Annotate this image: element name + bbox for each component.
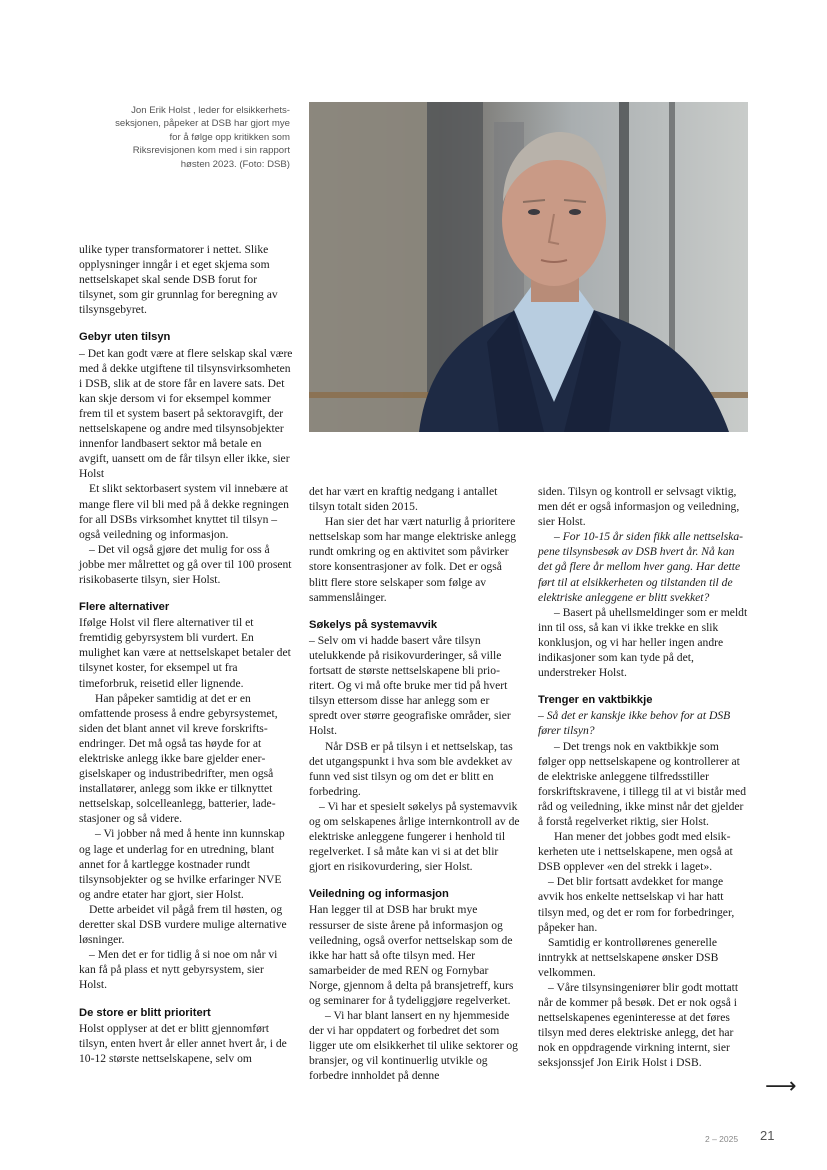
portrait-photo [309,102,748,432]
paragraph-question: – For 10-15 år siden fikk alle nettselskapene tilsynsbesøk av DSB hvert år. Nå kan det gå flere år mellom hver gang. Har dette ført til at elsikkerheten og tilstanden til de elektriske anleggene er blitt svekket? [538,530,744,604]
subheading-systemavvik: Søkelys på systemavvik [309,618,438,631]
paragraph: Han påpeker samtidig at det er en omfattende prosess å endre gebyrsystemet, siden det blant annet vil kreve forskriftsendringer. Det må også tas høyde for at elektriske anlegg ikke bare gjelder energiselskaper og industribedrifter, men også installatører, anlegg som ikke er tilknyttet nettselskap, solcelleanlegg, batterier, ladestasjoner og så videre. [79,691,278,826]
subheading-veiledning: Veiledning og informasjon [309,888,449,901]
column-1 [79,242,293,1066]
paragraph: Når DSB er på tilsyn i et nettselskap, tas det utgangspunkt i hva som ble avdekket av funn ved sist tilsyn og om det er blitt en forbedring. [309,739,513,798]
paragraph: – Vi har blant lansert en ny hjemmeside der vi har oppdatert og forbedret det som ligger ute om elsikkerhet til ulike sektorer og bransjer, og vil kontinuerlig utvikle og forbedre innholdet på denne [309,1009,518,1083]
paragraph: Han mener det jobbes godt med elsikkerheten ute i nettselskapene, men også at DSB opplever «en del strekk i laget». [538,830,733,874]
paragraph: Et slikt sektorbasert system vil innebære at mange flere vil bli med på å dekke regningen for all DSBs virksomhet knyttet til tilsyn – også veiledning og informasjon. [79,482,289,541]
paragraph: – Det blir fortsatt avdekket for mange avvik hos enkelte nettselskap vi har hatt tilsyn med, og det er rom for forbedringer, påpeker han. [538,875,735,934]
paragraph: – Våre tilsynsingeniører blir godt mottatt når de kommer på besøk. Det er nok også i nettselskapenes egeninteresse at det føres tilsyn med deres elektriske anlegg, det har nok en oppdragende virkning internt, sier seksjonssjef Jon Eirik Holst i DSB. [538,981,739,1070]
paragraph: – Selv om vi hadde basert våre tilsyn utelukkende på risikovurderinger, så ville fortsatt de største nettselskapene bli prioritert. Og vi må ofte bruke mer tid på hvert tilsyn ettersom disse har anlegg som er spredt over større geografiske områder, sier Holst. [309,633,511,738]
column-2 [309,484,520,1084]
paragraph: – Men det er for tidlig å si noe om når vi kan få på plass et nytt gebyrsystem, sier Holst. [79,948,278,992]
page-number: 21 [760,1128,775,1143]
column-3 [538,484,749,1071]
paragraph: siden. Tilsyn og kontroll er selvsagt viktig, men dét er også informasjon og veiledning, sier Holst. [538,485,740,529]
paragraph: – Det trengs nok en vaktbikkje som følger opp nettselskapene og kontrollerer at de elektriske anleggene tilfredsstiller forskriftskravene, i tillegg til at vi bistår med råd og veiledning, ikke minst når det gjelder å forstå regelverket riktig, sier Holst. [538,739,746,828]
paragraph: Samtidig er kontrollørenes generelle inntrykk at nettselskapene ønsker DSB velkommen. [538,935,719,979]
paragraph: – Vi har et spesielt søkelys på systemavvik og om selskapenes årlige internkontroll av de elektriske anleggene fungerer i henhold til regelverket. I så måte kan vi si at det blir gjort en risikovurdering, sier Holst. [309,799,520,874]
subheading-gebyr: Gebyr uten tilsyn [79,331,171,344]
paragraph: – Basert på uhellsmeldinger som er meldt inn til oss, så kan vi ikke trekke en slik konklusjon, og vi har heller ingen andre indikasjoner som kan tyde på det, understreker Holst. [538,605,748,680]
portrait-illustration [309,102,748,432]
paragraph: Han legger til at DSB har brukt mye ressurser de siste årene på informasjon og veiledning, også overfor nettselskap som de ikke har hatt så ofte tilsyn med. Her samarbeider de med REN og Fornybar Norge, gjennom å delta på bransjetreff, kurs og seminarer for å tydeliggjøre regelverket. [309,903,514,1007]
paragraph: Ifølge Holst vil flere alternativer til et fremtidig gebyrsystem bli vurdert. En mulighet kan være at nettselskapet betaler det tilsynet koster, for eksempel ut fra timeforbruk, reisetid eller lignende. [79,616,291,690]
paragraph-question: – Så det er kanskje ikke behov for at DSB fører tilsyn? [538,709,731,738]
paragraph: Holst opplyser at det er blitt gjennomført tilsyn, enten hvert år eller annet hvert år, i de 10-12 største nettselskapene, selv om [79,1021,287,1065]
paragraph: ulike typer transformatorer i nettet. Slike opplysninger inngår i et eget skjema som nettselskapet skal sende DSB forut for tilsynet, som gir grunnlag for beregning av tilsynsgebyret. [79,243,278,317]
paragraph: – Vi jobber nå med å hente inn kunnskap og lage et underlag for en utredning, blant annet for å kartlegge kostnader rundt tilsynsobjekter og se hvilke erfaringer NVE og andre etater har gjort, sier Holst. [79,827,285,901]
continue-arrow-icon: ⟶ [765,1074,797,1099]
issue-number: 2 – 2025 [705,1134,739,1144]
paragraph: det har vært en kraftig nedgang i antallet tilsyn totalt siden 2015. [309,485,498,514]
paragraph: – Det kan godt være at flere selskap skal være med å dekke utgiftene til tilsynsvirksomheten i DSB, slik at de store får en lavere sats. Det kan skje dersom vi for eksempel kommer frem til et system basert på sektoravgift, der nettselskapene og andre med tilsynsobjekter innenfor landbasert sektor må betale en avgift, uansett om de får tilsyn eller ikke, sier Holst [79,346,293,481]
subheading-alternativer: Flere alternativer [79,601,170,614]
paragraph: – Det vil også gjøre det mulig for oss å jobbe mer målrettet og gå over til 100 prosent risikobaserte tilsyn, sier Holst. [79,542,292,586]
subheading-prioritert: De store er blitt prioritert [79,1006,211,1019]
paragraph: Dette arbeidet vil pågå frem til høsten, og deretter skal DSB vurdere mulige alternative løsninger. [79,902,287,947]
paragraph: Han sier det har vært naturlig å prioritere nettselskap som har mange elektriske anlegg rundt omkring og en aktivitet som påvirker store konsentrasjoner av folk. Det er også blitt flere store selskaper som følge av sammenslåinger. [309,515,517,604]
photo-caption: Jon Erik Holst , leder for elsikkerhets-seksjonen, påpeker at DSB har gjort mye for å følge opp kritikken som Riksrevisjonen kom med i sin rapport høsten 2023. (Foto: DSB) [115,105,290,170]
subheading-vaktbikkje: Trenger en vaktbikkje [538,694,653,707]
